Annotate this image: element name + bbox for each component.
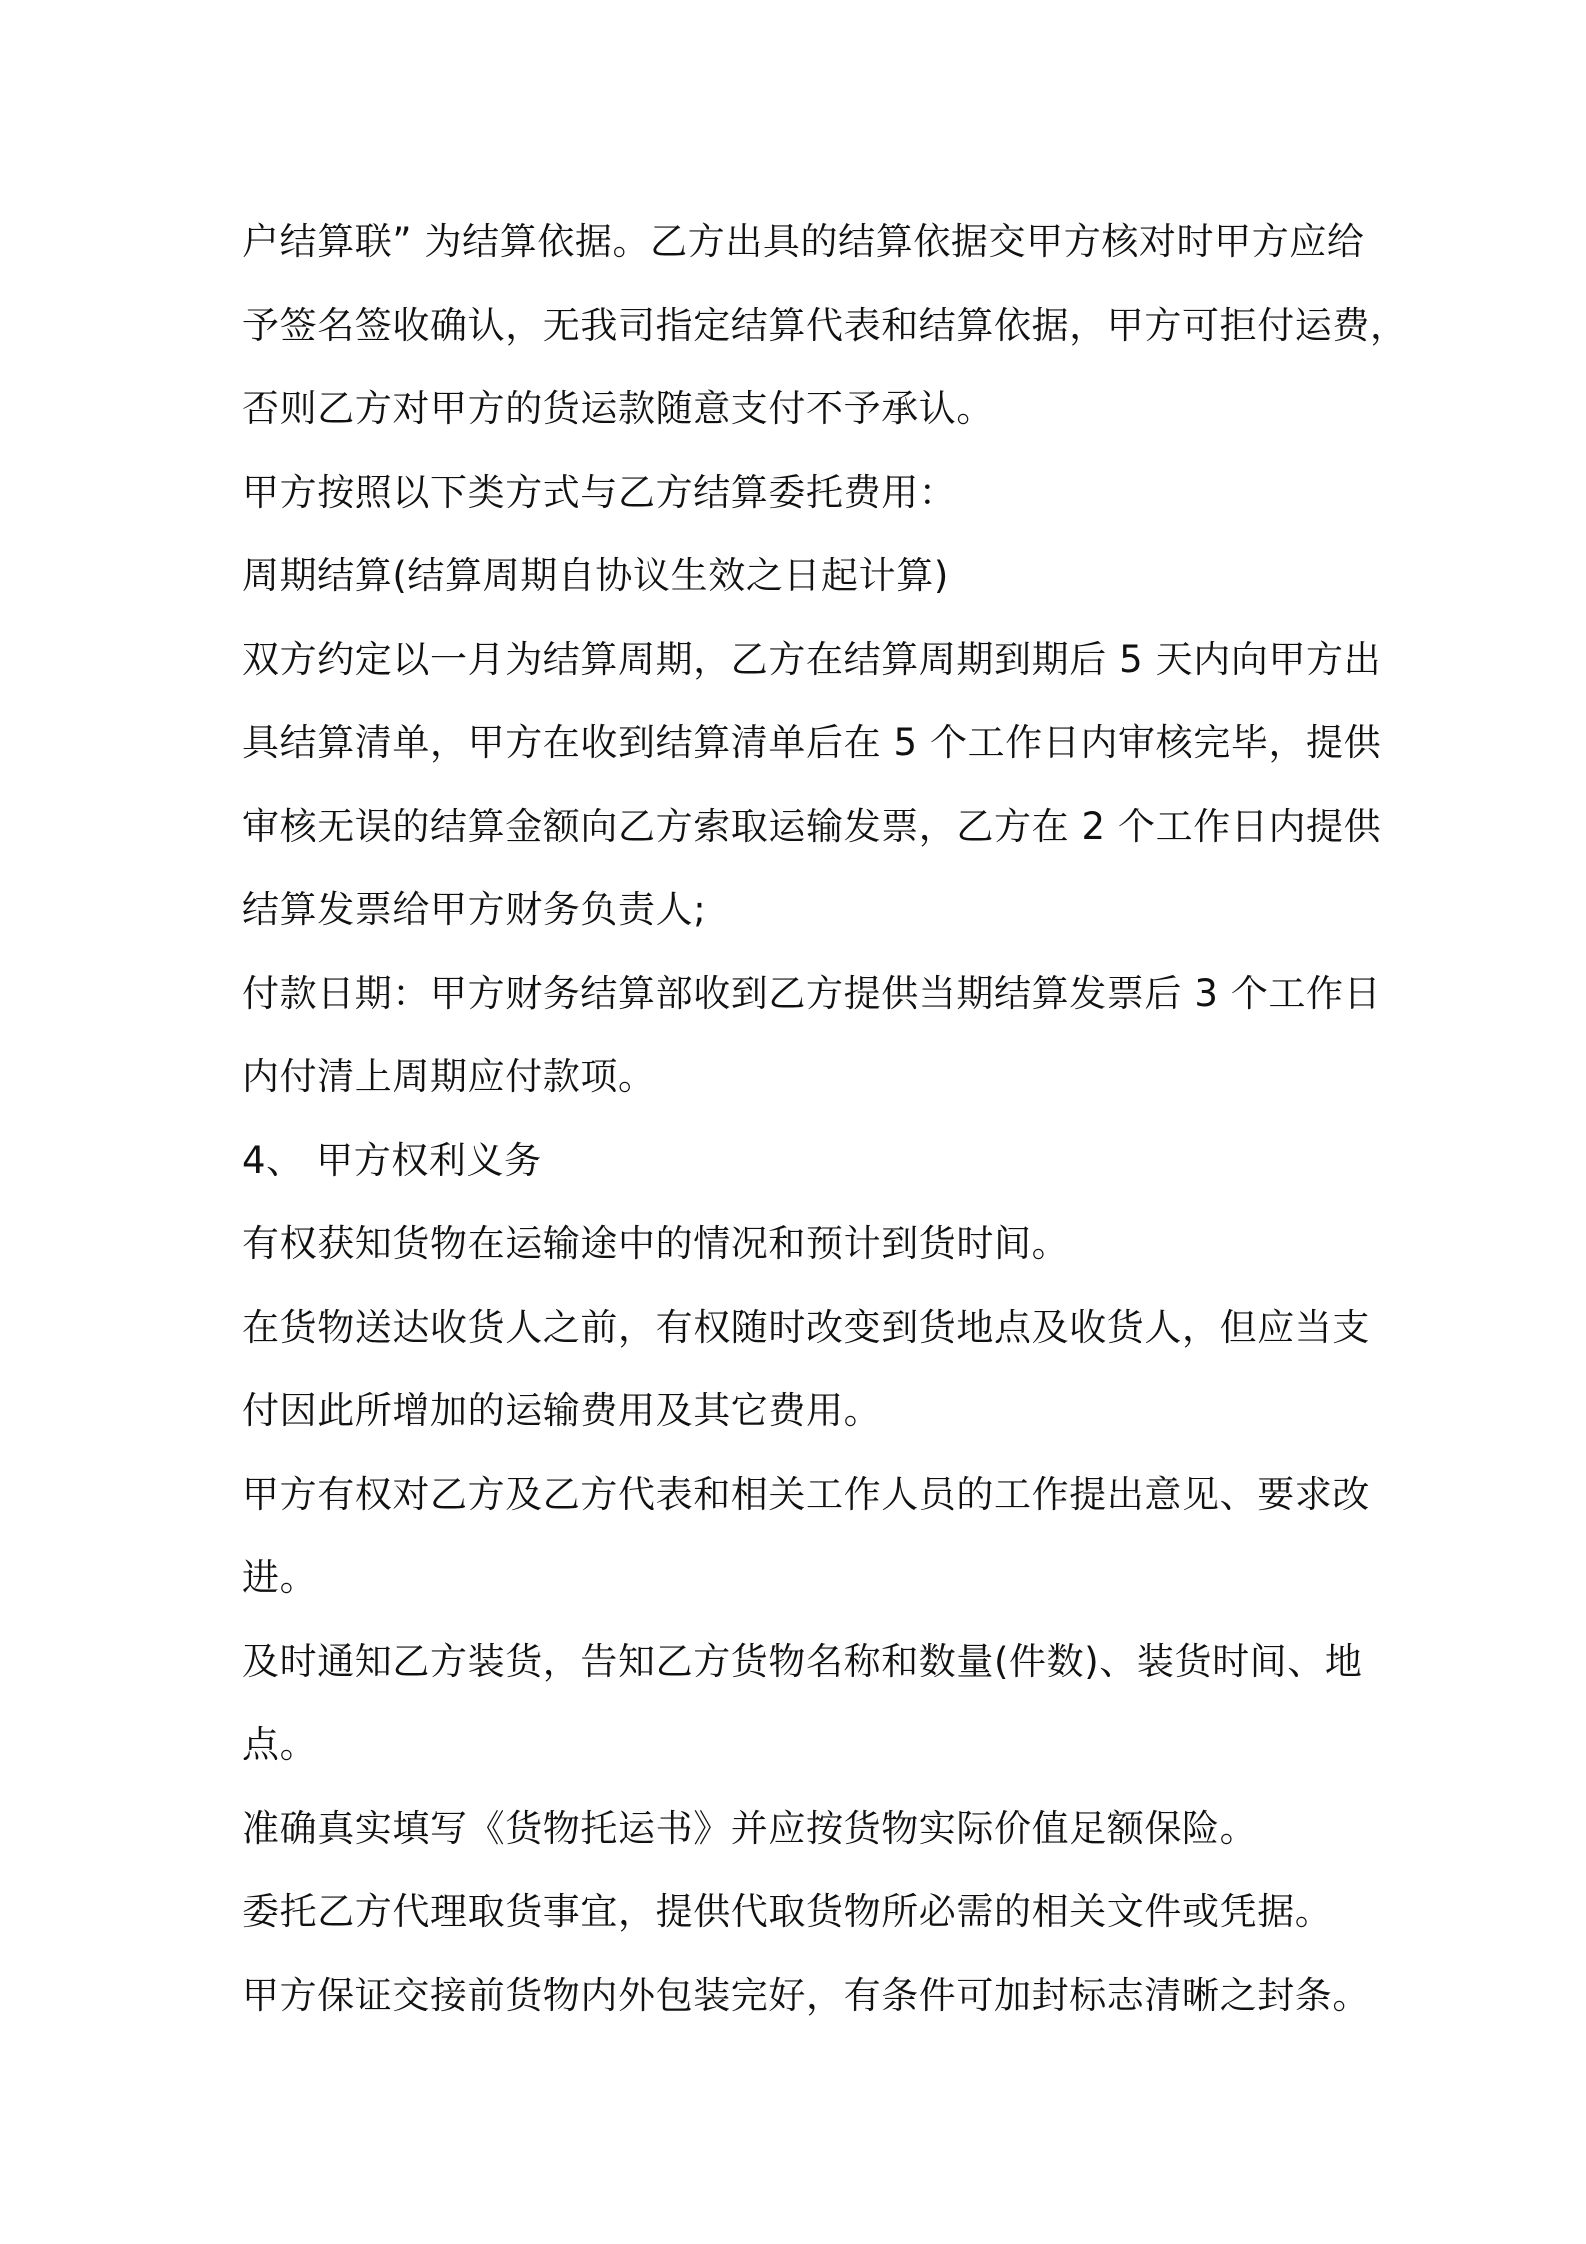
text-line: 付因此所增加的运输费用及其它费用。 <box>242 1389 882 1432</box>
text-line: 内付清上周期应付款项。 <box>242 1055 656 1098</box>
text-line: 甲方按照以下类方式与乙方结算委托费用： <box>242 470 957 514</box>
section-heading: 4、 甲方权利义务 <box>242 1138 542 1182</box>
text-line: 有权获知货物在运输途中的情况和预计到货时间。 <box>242 1222 1070 1265</box>
text-line: 甲方保证交接前货物内外包装完好，有条件可加封标志清晰之封条。 <box>242 1973 1370 2017</box>
text-line: 在货物送达收货人之前，有权随时改变到货地点及收货人，但应当支 <box>242 1305 1370 1349</box>
text-line: 具结算清单，甲方在收到结算清单后在 5 个工作日内审核完毕，提供 <box>242 721 1382 764</box>
text-line: 户结算联” 为结算依据。乙方出具的结算依据交甲方核对时甲方应给 <box>242 220 1365 263</box>
text-line: 甲方有权对乙方及乙方代表和相关工作人员的工作提出意见、要求改 <box>242 1472 1370 1516</box>
text-line: 予签名签收确认，无我司指定结算代表和结算依据，甲方可拒付运费， <box>242 303 1408 347</box>
text-line: 结算发票给甲方财务负责人; <box>242 888 707 931</box>
text-line: 委托乙方代理取货事宜，提供代取货物所必需的相关文件或凭据。 <box>242 1890 1333 1933</box>
text-line: 及时通知乙方装货，告知乙方货物名称和数量(件数)、装货时间、地 <box>242 1639 1363 1683</box>
text-line: 周期结算(结算周期自协议生效之日起计算) <box>242 554 949 597</box>
text-line: 点。 <box>242 1723 318 1766</box>
text-line: 双方约定以一月为结算周期，乙方在结算周期到期后 5 天内向甲方出 <box>242 637 1382 681</box>
text-line: 进。 <box>242 1556 318 1599</box>
document-body <box>242 200 1408 2037</box>
text-line: 审核无误的结算金额向乙方索取运输发票，乙方在 2 个工作日内提供 <box>242 804 1382 848</box>
text-line: 付款日期：甲方财务结算部收到乙方提供当期结算发票后 3 个工作日 <box>242 971 1382 1015</box>
text-line: 否则乙方对甲方的货运款随意支付不予承认。 <box>242 387 994 430</box>
text-line: 准确真实填写《货物托运书》并应按货物实际价值足额保险。 <box>242 1806 1258 1850</box>
